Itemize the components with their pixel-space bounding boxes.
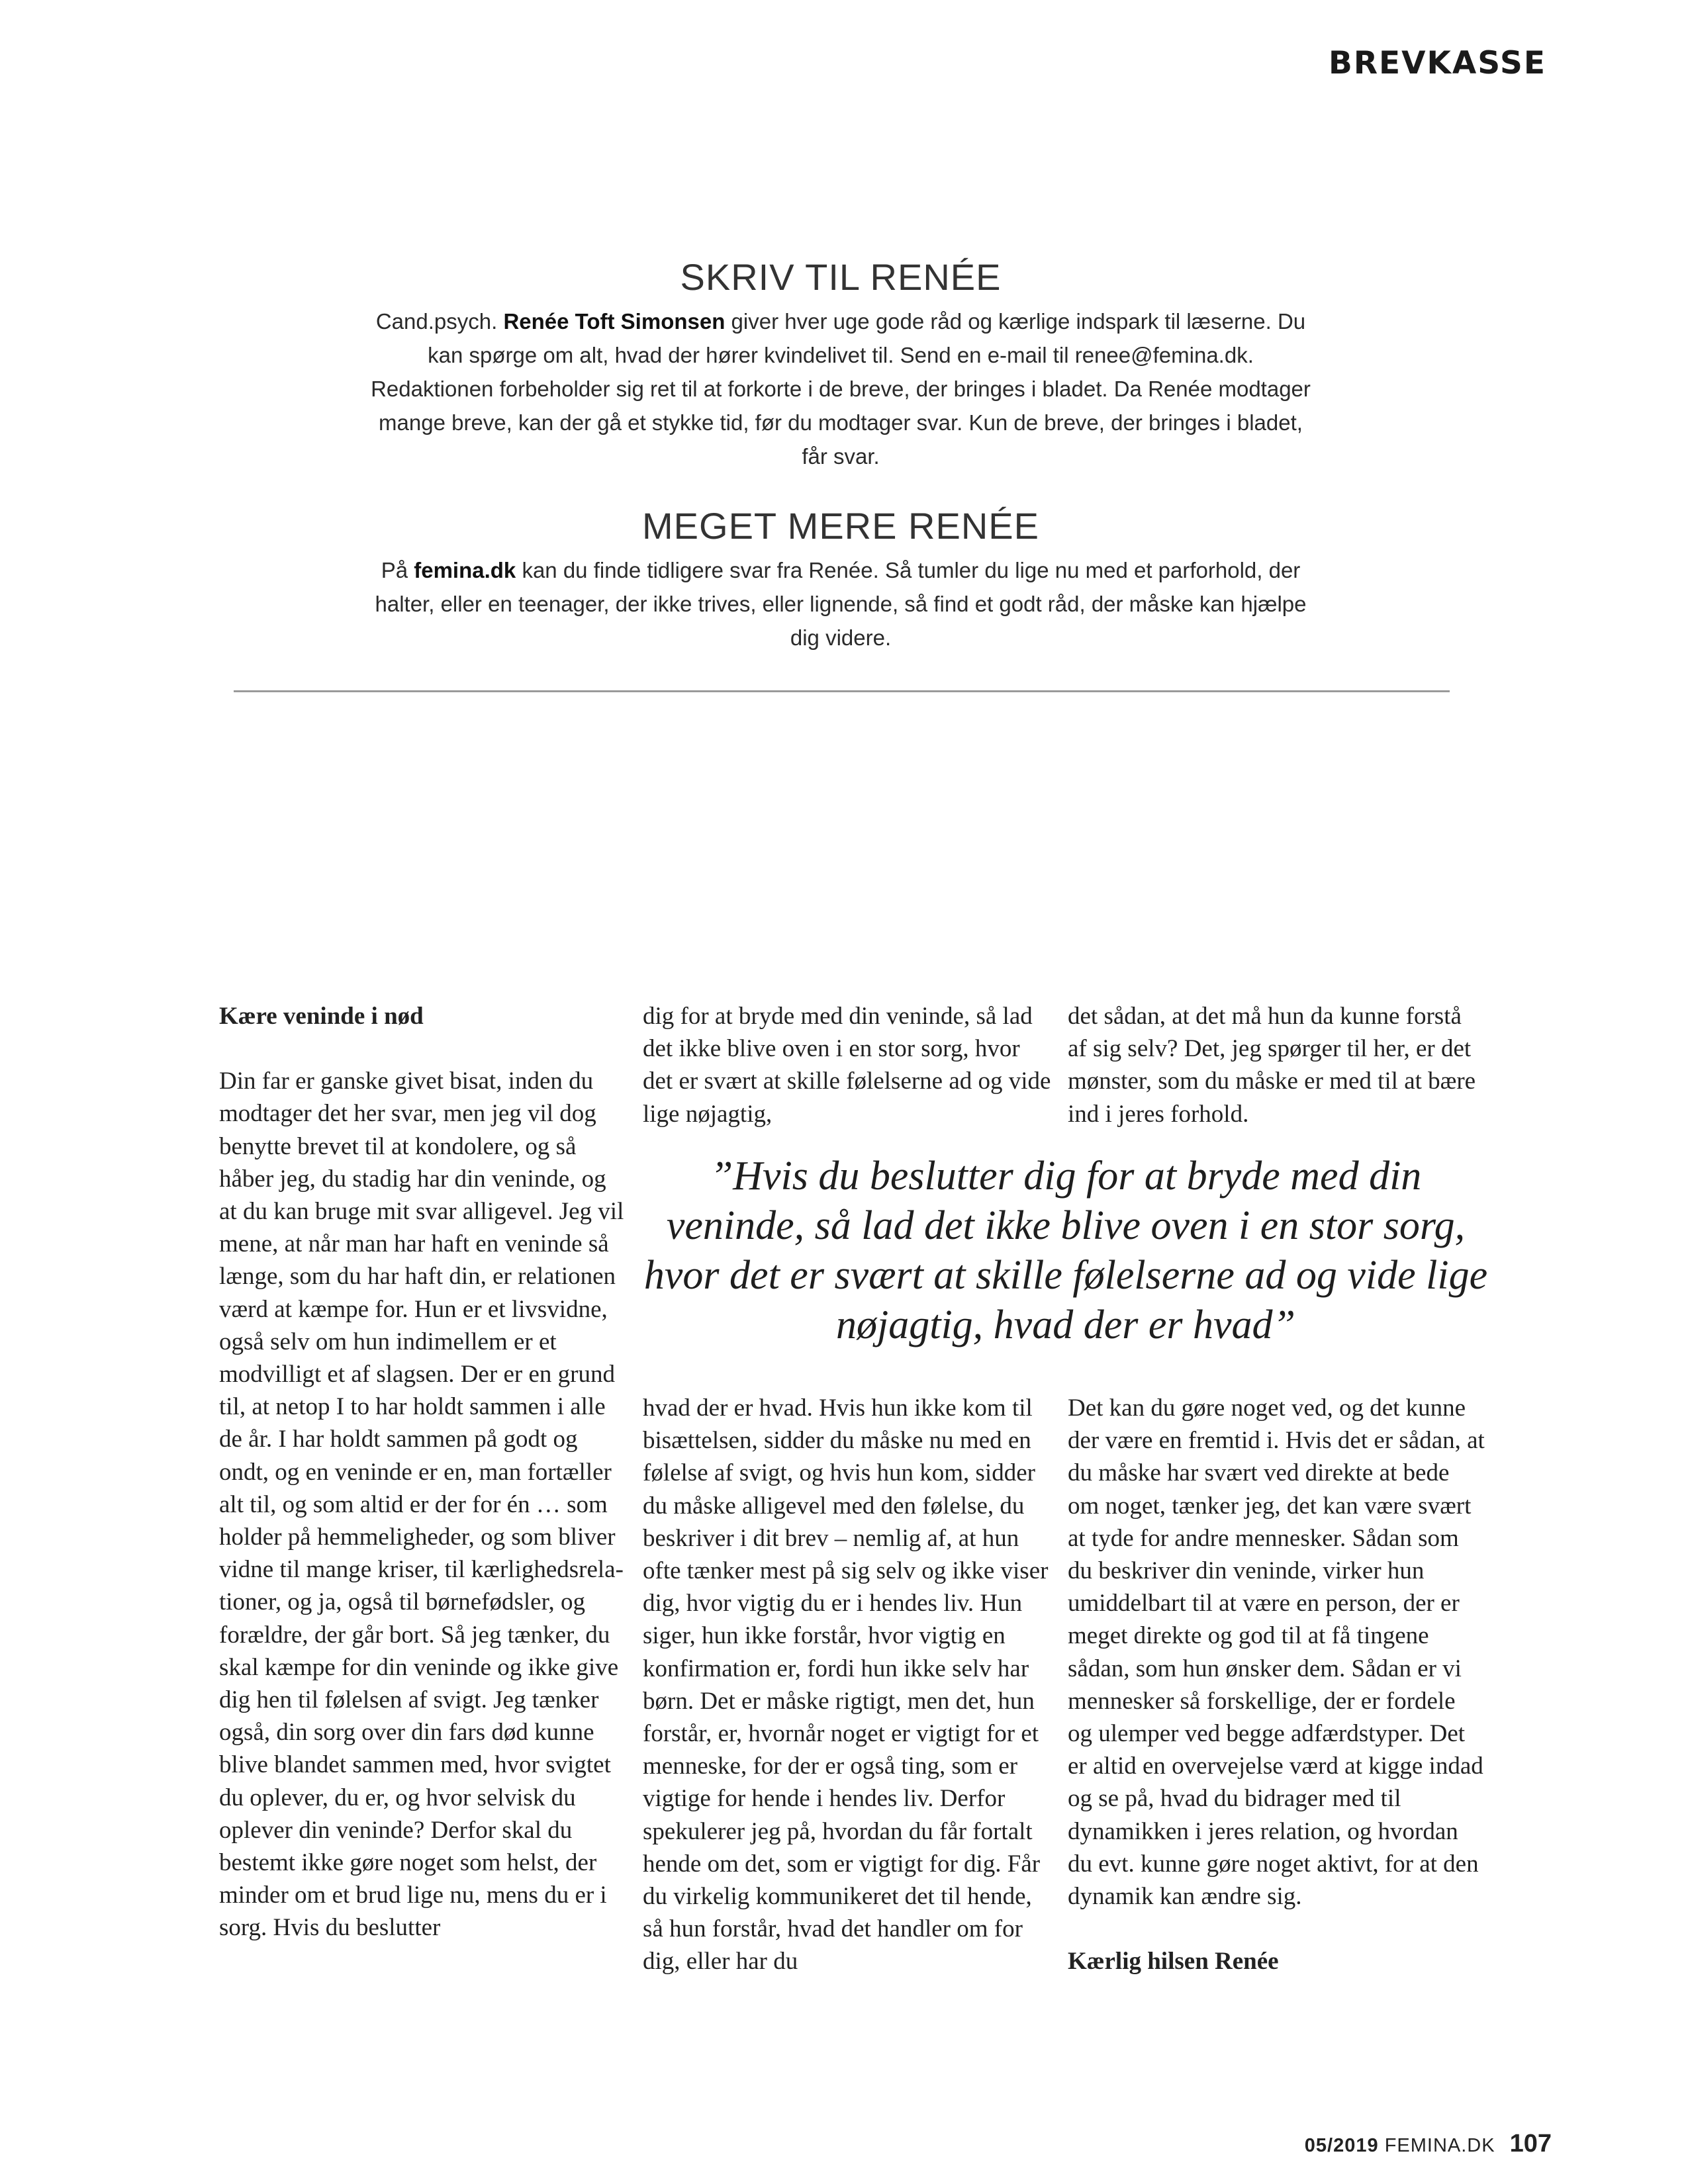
divider-rule: [234, 690, 1450, 692]
page-footer: [1305, 2130, 1552, 2158]
issue-info: [1305, 2135, 1495, 2157]
article-column-2-top: [643, 1000, 1053, 1130]
more-renee-heading: MEGET MERE RENÉE: [642, 505, 1039, 547]
text-body: giver hver uge gode råd og kærlige indspark til læserne. Du kan spørge om alt, hvad der hører kvindelivet til. Send en e-mail til renee@femina.dk. Redaktionen forbeholder sig ret til at forkorte i de breve, der bringes i bladet. Da Renée modtager mange breve, kan der gå et stykke tid, før du modtager svar. Kun de breve, der bringes i bladet, får svar.: [371, 308, 1311, 469]
section-label: BREVKASSE: [1329, 45, 1546, 81]
write-to-renee-text: [371, 304, 1311, 473]
page-number: 107: [1509, 2130, 1552, 2158]
letter-signoff: Kærlig hilsen Renée: [1068, 1948, 1279, 1976]
column-2-top-text: dig for at bryde med din veninde, så lad det ikke blive oven i en stor sorg, hvor det er svært at skille følelserne ad og vide lige nøjagtig,: [643, 1003, 1051, 1128]
text-prefix: Cand.psych.: [375, 308, 504, 334]
column-1-text: Din far er ganske givet bisat, inden du modtager det her svar, men jeg vil dog benytte brevet til at kondolere, og så håber jeg, du stadig har din veninde, og at du kan bruge mit svar alligevel. Jeg vil mene, at når man har haft en veninde så længe, som du har haft din, er relationen værd at kæmpe for. Hun er et livsvidne, også selv om hun indimellem er et modvilligt et af slagsen. Der er en grund til, at netop I to har holdt sammen i alle de år. I har holdt sammen på godt og ondt, og en veninde er en, man fortæller alt til, og som altid er der for én … som holder på hemmeligheder, og som bliver vidne til mange kriser, til kærlighedsrelationer, og ja, også til børnefødsler, og forældre, der går bort. Så jeg tænker, du skal kæmpe for din veninde og ikke give dig hen til følelsen af svigt. Jeg tænker også, din sorg over din fars død kunne blive blandet sammen med, hvor svigtet du oplever, du er, og hvor selvisk du oplever din veninde? Derfor skal du bestemt ikke gøre noget som helst, der minder om et brud lige nu, mens du er i sorg. Hvis du beslutter: [219, 1068, 624, 1942]
more-renee-box: [371, 506, 1311, 655]
text-body: kan du finde tidligere svar fra Renée. Så tumler du lige nu med et parforhold, der halter, eller en teenager, der ikke trives, eller lignende, så find et godt råd, der måske kan hjælpe dig videre.: [375, 557, 1307, 650]
more-renee-text: [371, 553, 1311, 655]
article-column-1: [219, 1000, 630, 1944]
column-3-top-text: det sådan, at det må hun da kunne forstå af sig selv? Det, jeg spørger til her, er det mønster, som du måske er med til at bære ind i jeres forhold.: [1068, 1003, 1476, 1128]
column-2-bottom-text: hvad der er hvad. Hvis hun ikke kom til bisættelsen, sidder du måske nu med en følelse af svigt, og hvis hun kom, sidder du måske alligevel med den følelse, du beskriver i dit brev – nemlig af, at hun ofte tænker mest på sig selv og ikke viser dig, hvor vigtig du er i hendes liv. Hun siger, hun ikke forstår, hvor vigtig en konfirmation er, fordi hun ikke selv har børn. Det er måske rigtigt, men det, hun forstår, er, hvornår noget er vigtigt for et menneske, for der er også ting, som er vigtige for hende i hendes liv. Derfor spekulerer jeg på, hvordan du får fortalt hende om det, som er vigtigt for dig. Får du virkelig kommunikeret det til hende, så hun forstår, hvad det handler om for dig, eller har du: [643, 1394, 1049, 1976]
write-to-renee-box: [371, 257, 1311, 473]
write-to-renee-heading: SKRIV TIL RENÉE: [680, 256, 1002, 298]
article-column-3-bottom: [1068, 1392, 1485, 1978]
issue-number: 05/2019: [1304, 2135, 1379, 2156]
column-3-bottom-text: Det kan du gøre noget ved, og det kunne der være en fremtid i. Hvis det er sådan, at du måske har svært ved direkte at bede om noget, tænker jeg, det kan være svært at tyde for andre mennesker. Sådan som du beskriver din veninde, virker hun umiddelbart til at være en person, der er meget direkte og god til at få tingene sådan, som hun ønsker dem. Sådan er vi mennesker så forskellige, der er fordele og ulemper ved begge adfærdstyper. Det er altid en overvejelse værd at kigge indad og se på, hvad du bidrager med til dynamikken i jeres relation, og hvordan du evt. kunne gøre noget aktivt, for at den dynamik kan ændre sig.: [1068, 1394, 1485, 1911]
author-name: Renée Toft Simonsen: [503, 308, 726, 334]
letter-greeting: Kære veninde i nød: [219, 1003, 424, 1030]
article-column-3-top: [1068, 1000, 1485, 1130]
article-column-2-bottom: [643, 1392, 1053, 1978]
text-prefix: På: [381, 557, 414, 582]
footer-site: FEMINA.DK: [1384, 2135, 1495, 2156]
site-name: femina.dk: [414, 557, 516, 582]
pull-quote: ”Hvis du beslutter dig for at bryde med din veninde, så lad det ikke blive oven i en stor sorg, hvor det er svært at skille følelserne ad og vide lige nøjagtig, hvad der er hvad”: [643, 1154, 1488, 1347]
